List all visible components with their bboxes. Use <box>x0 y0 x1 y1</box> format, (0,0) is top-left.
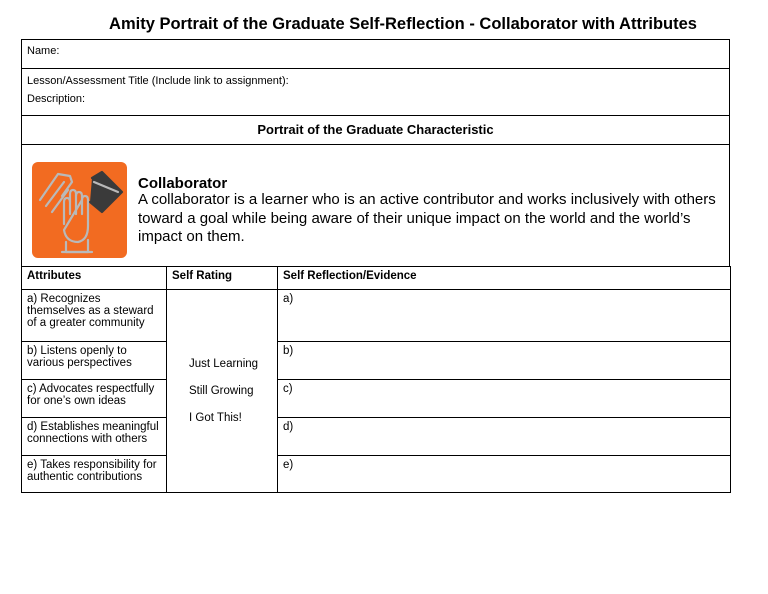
collaborator-description: A collaborator is a learner who is an active contributor and works inclusively with others toward a goal while being aware of their unique impact on the world and the world’s impact on them. <box>138 191 716 245</box>
hands-together-icon <box>32 162 127 258</box>
attribute-cell: c) Advocates respectfully for one’s own ideas <box>22 380 167 418</box>
lesson-title-label: Lesson/Assessment Title (Include link to assignment): <box>27 75 289 87</box>
evidence-cell[interactable]: c) <box>278 380 731 418</box>
self-reflection-header: Self Reflection/Evidence <box>278 267 731 290</box>
description-label: Description: <box>27 93 86 105</box>
table-row <box>22 418 731 456</box>
self-rating-cell[interactable] <box>167 290 278 493</box>
attributes-header: Attributes <box>22 267 167 290</box>
table-row <box>22 380 731 418</box>
characteristic-header-row <box>21 115 730 145</box>
evidence-cell[interactable]: b) <box>278 342 731 380</box>
rating-option-just-learning[interactable]: Just Learning <box>189 357 259 370</box>
rating-option-i-got-this[interactable]: I Got This! <box>189 411 242 424</box>
attribute-cell: b) Listens openly to various perspectives <box>22 342 167 380</box>
collaborator-section <box>21 144 730 267</box>
evidence-cell[interactable]: e) <box>278 456 731 493</box>
evidence-cell[interactable]: d) <box>278 418 731 456</box>
characteristic-heading: Portrait of the Graduate Characteristic <box>257 122 494 137</box>
name-label: Name: <box>27 45 60 57</box>
attribute-cell: e) Takes responsibility for authentic contributions <box>22 456 167 493</box>
rating-option-still-growing[interactable]: Still Growing <box>189 384 254 397</box>
table-row <box>22 342 731 380</box>
evidence-cell[interactable]: a) <box>278 290 731 342</box>
table-row <box>22 290 731 342</box>
attribute-cell: a) Recognizes themselves as a steward of a greater community <box>22 290 167 342</box>
page-title: Amity Portrait of the Graduate Self-Reflection - Collaborator with Attributes <box>109 15 697 33</box>
name-row[interactable] <box>21 39 730 69</box>
collaborator-title: Collaborator <box>138 175 228 192</box>
attribute-cell: d) Establishes meaningful connections with others <box>22 418 167 456</box>
lesson-row[interactable] <box>21 68 730 116</box>
self-rating-header: Self Rating <box>167 267 278 290</box>
table-row <box>22 456 731 493</box>
attributes-table <box>21 266 731 493</box>
